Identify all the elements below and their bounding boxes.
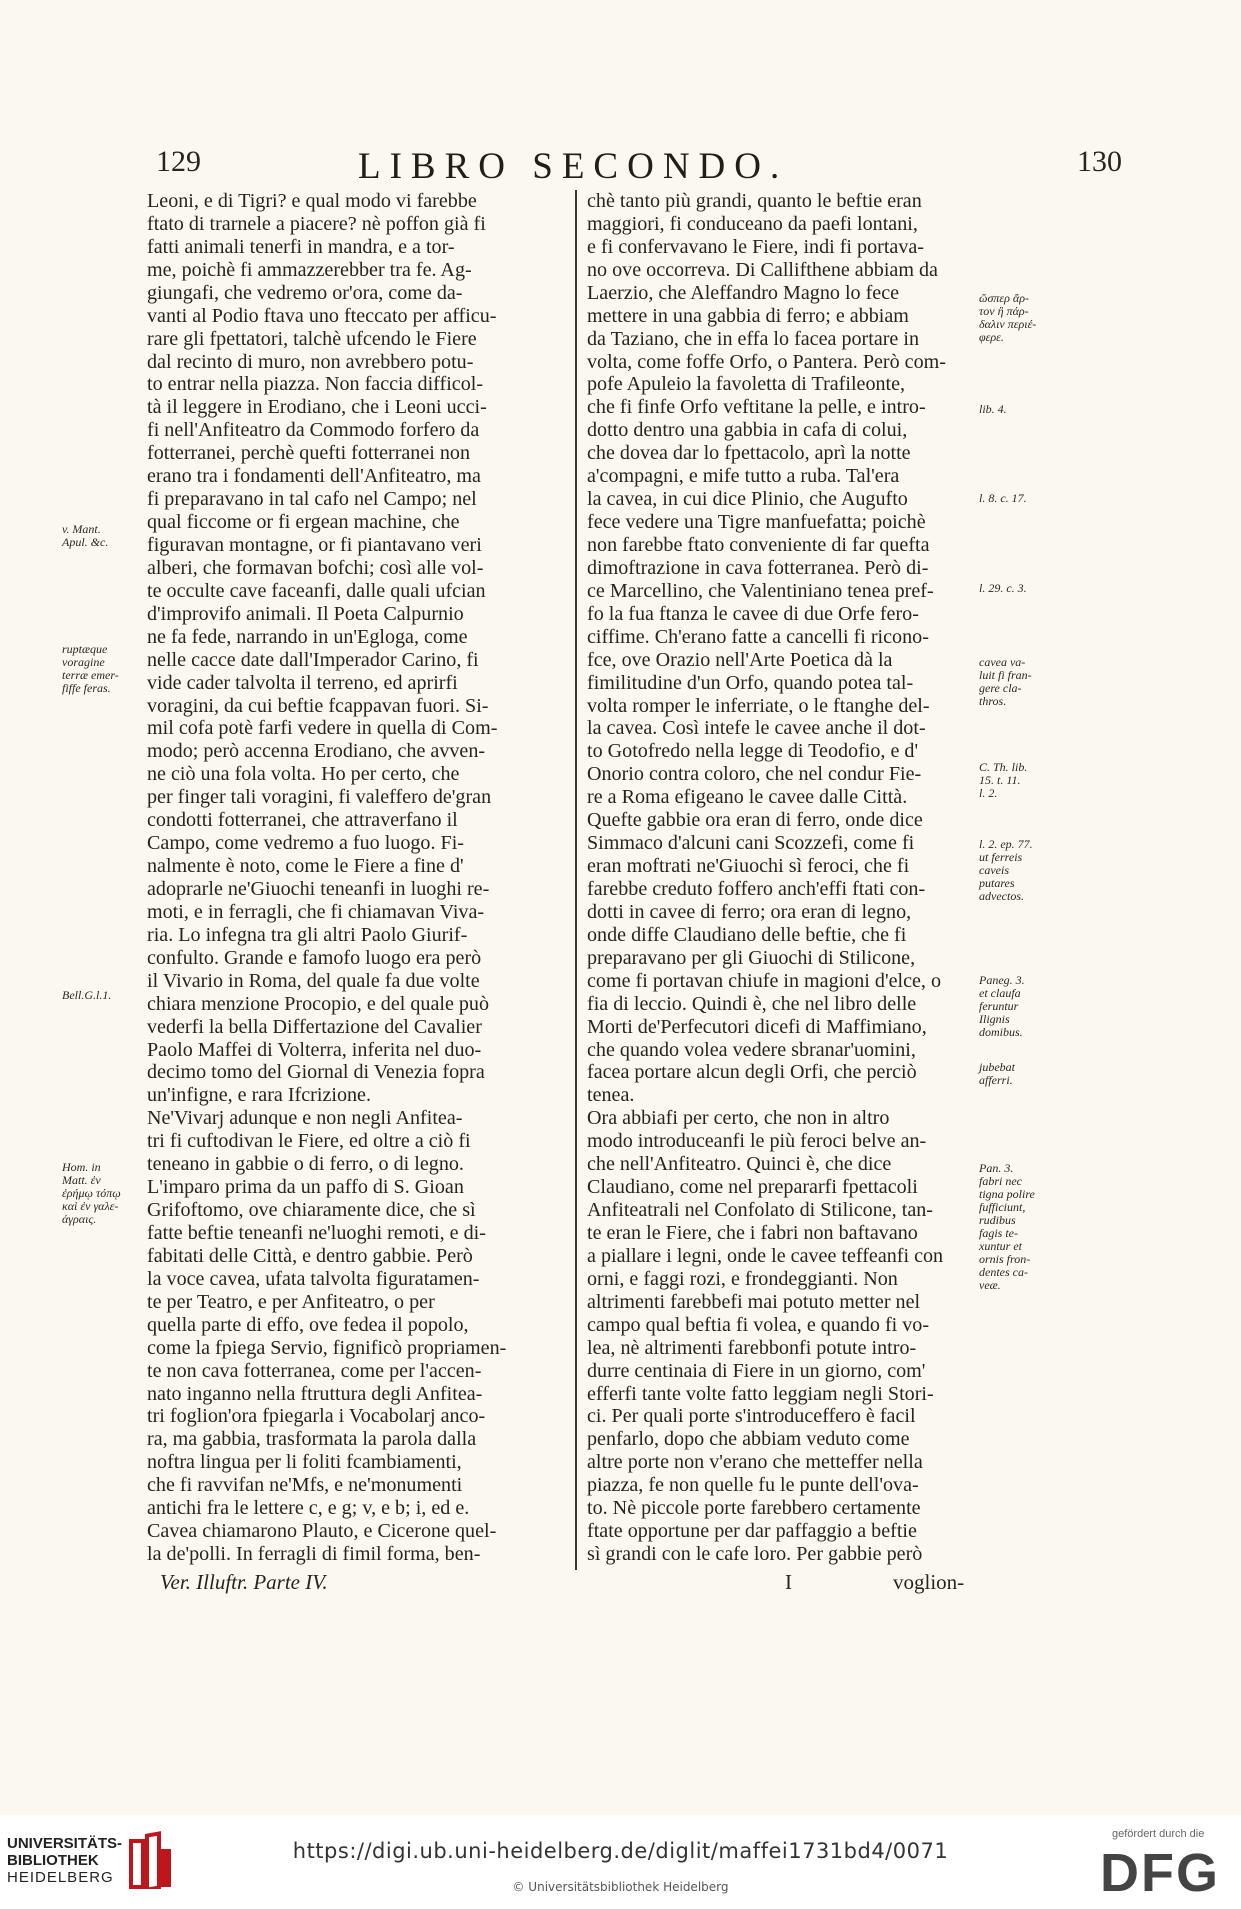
text-line: me, poichè fi ammazzerebber tra fe. Ag-	[147, 258, 472, 281]
dfg-logo	[1100, 1845, 1220, 1901]
text-line: non farebbe ftato conveniente di far quefta	[587, 534, 930, 556]
dfg-logo-text: DFG	[1100, 1843, 1220, 1903]
left-margin-note: Bell.G.l.1.	[62, 988, 112, 1002]
text-line: Paolo Maffei di Volterra, inferita nel duo-	[147, 1038, 482, 1061]
text-line: ftate opportune per dar paffaggio a beftie	[587, 1520, 917, 1543]
text-line: volta, come foffe Orfo, o Pantera. Però com-	[587, 350, 946, 373]
text-line: Morti de'Perfecutori dicefi di Maffimiano,	[587, 1015, 927, 1038]
text-line: fatti animali tenerfi in mandra, e a tor-	[147, 235, 455, 258]
left-page-number: 129	[156, 145, 201, 178]
right-margin-note: C. Th. lib. 15. t. 11. l. 2.	[979, 760, 1028, 800]
text-line: chiara menzione Procopio, e del quale può	[147, 992, 490, 1015]
text-line: ria. Lo infegna tra gli altri Paolo Giurif-	[147, 923, 468, 946]
right-margin-note: cavea va- luit fi fran- gere cla- thros.	[979, 655, 1032, 708]
copyright-notice: © Universitätsbibliothek Heidelberg	[512, 1880, 729, 1894]
text-line: te non cava fotterranea, come per l'accen-	[147, 1359, 482, 1382]
text-line: chè tanto più grandi, quanto le beftie eran	[587, 190, 922, 212]
text-line: un'infigne, e rara Ifcrizione.	[147, 1084, 371, 1107]
text-line: la voce cavea, ufata talvolta figuratamen-	[147, 1267, 480, 1290]
right-margin-note: l. 29. c. 3.	[979, 581, 1027, 595]
text-line: ne ciò una fola volta. Ho per certo, che	[147, 763, 460, 786]
text-line: pofe Apuleio la favoletta di Trafileonte,	[587, 373, 906, 396]
right-page-number: 130	[1077, 145, 1122, 178]
text-line: L'imparo prima da un paffo di S. Gioan	[147, 1176, 464, 1199]
text-line: nalmente è noto, come le Fiere a fine d'	[147, 855, 464, 878]
text-line: ce Marcellino, che Valentiniano tenea pref-	[587, 579, 934, 602]
text-line: fece vedere una Tigre manfuefatta; poichè	[587, 511, 926, 534]
text-line: tri foglion'ora fpiegarla i Vocabolarj anco-	[147, 1405, 486, 1428]
text-line: fi preparavano in tal cafo nel Campo; nel	[147, 488, 477, 511]
text-line: d'improvifo animali. Il Poeta Calpurnio	[147, 602, 464, 625]
text-line: te eran le Fiere, che i fabri non baftavano	[587, 1222, 918, 1244]
text-line: e fi confervavano le Fiere, indi fi portava-	[587, 235, 924, 258]
running-header	[0, 145, 1241, 185]
text-line: Simmaco d'alcuni cani Scozzefi, come fi	[587, 832, 915, 855]
text-line: volta romper le inferriate, o le ftanghe del-	[587, 694, 930, 717]
book-title-heading: LIBRO SECONDO.	[358, 146, 789, 187]
text-line: voragini, da cui beftie fcappavan fuori. Si-	[147, 694, 489, 717]
text-line: fi nell'Anfiteatro da Commodo forfero da	[147, 419, 480, 442]
permalink-url[interactable]: https://digi.ub.uni-heidelberg.de/diglit/maffei1731bd4/0071	[292, 1839, 949, 1863]
text-line: preparavano per gli Giuochi di Stilicone,	[587, 946, 916, 969]
funding-caption: gefördert durch die	[1112, 1828, 1205, 1840]
text-line: moti, e in ferragli, che fi chiamavan Viva-	[147, 900, 485, 923]
left-margin-note: Hom. in Matt. ἐν ἐρήμῳ τόπῳ καὶ ἐν γαλε- άγραις.	[62, 1160, 121, 1226]
text-line: la cavea. Così intefe le cavee anche il dot-	[587, 717, 926, 740]
right-margin-note: l. 2. ep. 77. ut ferreis caveis putares advectos.	[979, 837, 1033, 903]
text-line: to entrar nella piazza. Non faccia difficol-	[147, 373, 484, 396]
text-line: quella parte di effo, ove fedea il popolo,	[147, 1313, 469, 1336]
text-line: sì grandi con le cafe loro. Per gabbie però	[587, 1543, 923, 1566]
left-margin-note: v. Mant. Apul. &c.	[62, 522, 109, 549]
text-line: che fi finfe Orfo veftitane la pelle, e intro-	[587, 396, 926, 419]
text-line: te occulte cave faceanfi, dalle quali ufcian	[147, 579, 486, 602]
text-line: mil cofa potè farfi vedere in quella di Com-	[147, 717, 498, 740]
text-line: campo qual beftia fi volea, e quando fi vo-	[587, 1313, 930, 1336]
text-line: Onorio contra coloro, che nel condur Fie-	[587, 763, 922, 786]
library-name-line-1: UNIVERSITÄTS-	[7, 1835, 123, 1852]
text-line: modo; però accenna Erodiano, che avven-	[147, 740, 486, 763]
left-footer-signature: Ver. Illuftr. Parte IV.	[160, 1570, 328, 1594]
text-line: Laerzio, che Aleffandro Magno lo fece	[587, 281, 900, 304]
text-line: altre porte non v'erano che metteffer nella	[587, 1451, 923, 1474]
right-text-column	[587, 188, 977, 1588]
right-margin-note: Paneg. 3. et claufa feruntur Ilignis domibus.	[979, 973, 1025, 1039]
text-line: durre centinaia di Fiere in un giorno, com'	[587, 1359, 926, 1382]
text-line: ci. Per quali porte s'introduceffero è facil	[587, 1405, 916, 1428]
text-line: lea, nè altrimenti farebbonfi potute intro-	[587, 1336, 917, 1359]
text-line: Ne'Vivarj adunque e non negli Anfitea-	[147, 1107, 463, 1130]
text-line: tenea.	[587, 1084, 635, 1107]
text-line: ne fa fede, narrando in un'Egloga, come	[147, 625, 468, 648]
text-line: vanti al Podio ftava uno fteccato per afficu-	[147, 304, 497, 327]
text-line: che nell'Anfiteatro. Quinci è, che dice	[587, 1153, 892, 1176]
text-line: fimilitudine d'un Orfo, quando potea tal-	[587, 671, 914, 694]
text-line: nelle cacce date dall'Imperador Carino, fi	[147, 648, 479, 671]
text-line: fce, ove Orazio nell'Arte Poetica dà la	[587, 648, 893, 671]
text-line: Anfiteatrali nel Confolato di Stilicone, tan-	[587, 1199, 933, 1222]
text-line: efferfi tante volte fatto leggiam negli Stori-	[587, 1382, 934, 1405]
right-margin-note: l. 8. c. 17.	[979, 491, 1027, 505]
text-line: antichi fra le lettere c, e g; v, e b; i, ed e.	[147, 1497, 470, 1520]
text-line: eran moftrati ne'Giuochi sì feroci, che fi	[587, 855, 910, 878]
text-line: dimoftrazione in cava fotterranea. Però di-	[587, 556, 929, 579]
text-line: a'compagni, e mife tutto a ruba. Tal'era	[587, 465, 900, 488]
right-footer-signature-letter: I	[785, 1570, 792, 1594]
text-line: re a Roma efigeano le cavee dalle Città.	[587, 786, 908, 809]
text-line: Campo, come vedremo a fuo luogo. Fi-	[147, 832, 464, 855]
text-line: figuravan montagne, or fi piantavano veri	[147, 534, 482, 556]
text-line: nato inganno nella ftruttura degli Anfitea-	[147, 1382, 483, 1405]
right-margin-note: jubebat afferri.	[979, 1060, 1015, 1087]
text-line: ciffime. Ch'erano fatte a cancelli fi ricono-	[587, 625, 929, 648]
text-line: erano tra i fondamenti dell'Anfiteatro, ma	[147, 465, 481, 488]
text-line: per finger tali voragini, fi valeffero de'gran	[147, 786, 492, 809]
text-line: fia di leccio. Quindi è, che nel libro delle	[587, 992, 917, 1015]
text-line: to Gotofredo nella legge di Teodofio, e d'	[587, 740, 919, 763]
text-line: facea portare alcun degli Orfi, che perciò	[587, 1061, 917, 1084]
text-line: maggiori, fi conduceano da paefi lontani,	[587, 212, 918, 235]
text-line: fo la fua ftanza le cavee di due Orfe fero-	[587, 602, 919, 625]
text-line: rare gli fpettatori, talchè ufcendo le Fiere	[147, 327, 477, 350]
text-line: fotterranei, perchè quefti fotterranei non	[147, 442, 471, 465]
library-name-line-3: HEIDELBERG	[7, 1869, 114, 1886]
right-margin-note: ὥσπερ ἄρ- τον ἢ πάρ- δαλιν περιέ- φερε.	[979, 291, 1037, 344]
text-line: noftra lingua per li foliti fcambiamenti,	[147, 1451, 462, 1474]
text-line: orni, e faggi rozi, e frondeggianti. Non	[587, 1267, 898, 1290]
text-line: Leoni, e di Tigri? e qual modo vi farebbe	[147, 190, 477, 212]
text-line: Quefte gabbie ora eran di ferro, onde dice	[587, 809, 923, 832]
text-line: che fi ravvifan ne'Mfs, e ne'monumenti	[147, 1474, 463, 1497]
text-line: dotti in cavee di ferro; ora eran di legno,	[587, 900, 912, 923]
text-line: condotti fotterranei, che attraverfano il	[147, 809, 458, 832]
text-line: che quando volea vedere sbranar'uomini,	[587, 1038, 916, 1061]
text-line: vide cader talvolta il terreno, ed aprirfi	[147, 671, 458, 694]
library-name-line-2: BIBLIOTHEK	[7, 1852, 99, 1869]
left-margin-note: ruptæque voragine terræ emer- fiffe feras.	[62, 642, 119, 695]
text-line: fabitati delle Città, e dentro gabbie. Però	[147, 1244, 473, 1267]
text-line: te per Teatro, e per Anfiteatro, o per	[147, 1290, 435, 1313]
text-line: ra, ma gabbia, trasformata la parola dalla	[147, 1428, 477, 1451]
text-line: qual ficcome or fi ergean machine, che	[147, 511, 460, 534]
text-line: tà il leggere in Erodiano, che i Leoni ucci-	[147, 396, 487, 419]
text-line: la de'polli. In ferragli di fimil forma, ben-	[147, 1543, 481, 1566]
right-footer-catchword: voglion-	[893, 1570, 965, 1594]
text-line: mettere in una gabbia di ferro; e abbiam	[587, 304, 909, 327]
text-line: come la fpiega Servio, fignificò propriamen-	[147, 1336, 507, 1359]
text-line: la cavea, in cui dice Plinio, che Augufto	[587, 488, 908, 511]
text-line: tri fi cuftodivan le Fiere, ed oltre a ciò fi	[147, 1130, 471, 1153]
text-line: to. Nè piccole porte farebbero certamente	[587, 1497, 921, 1520]
text-line: vederfi la bella Differtazione del Cavalier	[147, 1015, 482, 1038]
text-line: onde diffe Claudiano delle beftie, che fi	[587, 923, 907, 946]
text-line: modo introduceanfi le più feroci belve an-	[587, 1130, 927, 1153]
text-line: teneano in gabbie o di ferro, o di legno.	[147, 1153, 464, 1176]
text-line: decimo tomo del Giornal di Venezia fopra	[147, 1061, 485, 1084]
text-line: no ove occorreva. Di Callifthene abbiam da	[587, 258, 938, 281]
column-divider-rule	[575, 190, 577, 1570]
right-margin-note: lib. 4.	[979, 402, 1007, 416]
text-line: Claudiano, come nel prepararfi fpettacoli	[587, 1176, 918, 1199]
text-line: farebbe creduto foffero anch'effi ftati con-	[587, 878, 926, 900]
left-text-column	[147, 188, 527, 1588]
text-line: giungafi, che vedremo or'ora, come da-	[147, 281, 463, 304]
text-line: il Vivario in Roma, del quale fa due volte	[147, 969, 480, 992]
text-line: altrimenti farebbefi mai potuto metter nel	[587, 1290, 921, 1313]
text-line: piazza, fe non quelle fu le punte dell'ova-	[587, 1474, 919, 1497]
text-line: a piallare i legni, onde le cavee teffeanfi con	[587, 1244, 944, 1267]
text-line: Ora abbiafi per certo, che non in altro	[587, 1107, 890, 1130]
right-margin-note: Pan. 3. fabri nec tigna polire fufficiunt, rudibus fagis te- xuntur et ornis fron- dentes ca- veæ.	[979, 1161, 1035, 1292]
text-line: come fi portavan chiufe in magioni d'elce, o	[587, 969, 942, 992]
text-line: che dovea dar lo fpettacolo, aprì la notte	[587, 442, 911, 465]
text-line: ftato di trarnele a piacere? nè poffon già fi	[147, 212, 486, 235]
text-line: fatte beftie teneanfi ne'luoghi remoti, e di-	[147, 1222, 486, 1244]
text-line: da Taziano, che in effa lo facea portare in	[587, 327, 920, 350]
text-line: Cavea chiamarono Plauto, e Cicerone quel-	[147, 1520, 497, 1543]
text-line: alberi, che formavan bofchi; così alle vol-	[147, 556, 484, 579]
text-line: confulto. Grande e famofo luogo era però	[147, 946, 482, 969]
text-line: penfarlo, dopo che abbiam veduto come	[587, 1428, 910, 1451]
text-line: dotto dentro una gabbia in cafa di colui,	[587, 419, 908, 442]
text-line: dal recinto di muro, non avrebbero potu-	[147, 350, 474, 373]
text-line: Grifoftomo, ove chiaramente dice, che sì	[147, 1199, 476, 1222]
text-line: adoprarle ne'Giuochi teneanfi in luoghi re-	[147, 878, 490, 900]
